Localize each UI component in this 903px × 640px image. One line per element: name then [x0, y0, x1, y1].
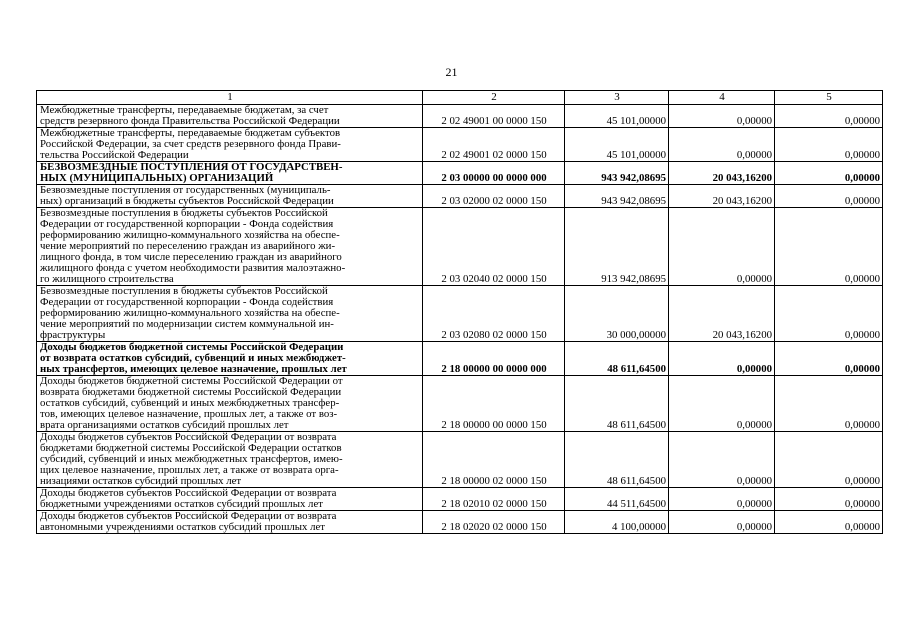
description-line: ных трансфертов, имеющих целевое назначение, прошлых лет: [40, 363, 347, 375]
description-line: тов, имеющих целевое назначение, прошлых лет, а также от воз-: [40, 408, 338, 420]
table-row: [37, 105, 883, 128]
row-amount-col4: 0,00000: [669, 342, 775, 376]
row-amount-col5: 0,00000: [775, 128, 883, 162]
description-line: Федерации от государственной корпорации - Фонда содействия: [40, 218, 334, 230]
row-amount-col5: 0,00000: [775, 432, 883, 488]
description-line: тельства Российской Федерации: [40, 149, 189, 161]
row-amount-col4: 20 043,16200: [669, 286, 775, 342]
description-line: го жилищного строительства: [40, 273, 174, 285]
row-amount-col3: 4 100,00000: [565, 511, 669, 534]
table-row: [37, 128, 883, 162]
row-amount-col5: 0,00000: [775, 488, 883, 511]
description-line: Доходы бюджетов субъектов Российской Федерации от возврата: [40, 487, 337, 499]
header-row: [37, 91, 883, 105]
row-amount-col4: 0,00000: [669, 105, 775, 128]
table-row: [37, 342, 883, 376]
row-amount-col3: 48 611,64500: [565, 342, 669, 376]
row-amount-col5: 0,00000: [775, 342, 883, 376]
row-amount-col4: 0,00000: [669, 128, 775, 162]
table-body: [37, 91, 883, 534]
description-line: реформированию жилищно-коммунального хозяйства на обеспе-: [40, 229, 340, 241]
description-line: чение мероприятий по модернизации систем коммунальной ин-: [40, 318, 334, 330]
row-amount-col4: 0,00000: [669, 208, 775, 286]
row-description: [37, 105, 423, 128]
description-line: Доходы бюджетов бюджетной системы Российской Федерации от: [40, 375, 343, 387]
column-header: 1: [37, 91, 423, 105]
row-amount-col3: 45 101,00000: [565, 105, 669, 128]
row-description: [37, 342, 423, 376]
description-line: Безвозмездные поступления в бюджеты субъектов Российской: [40, 207, 328, 219]
row-code: 2 02 49001 00 0000 150: [423, 105, 565, 128]
row-code: 2 02 49001 02 0000 150: [423, 128, 565, 162]
row-amount-col5: 0,00000: [775, 376, 883, 432]
row-code: 2 03 02040 02 0000 150: [423, 208, 565, 286]
row-description: [37, 432, 423, 488]
row-amount-col4: 20 043,16200: [669, 185, 775, 208]
description-line: врата организациями остатков субсидий прошлых лет: [40, 419, 289, 431]
row-description: [37, 286, 423, 342]
description-line: низациями остатков субсидий прошлых лет: [40, 475, 242, 487]
row-description: [37, 488, 423, 511]
description-line: от возврата остатков субсидий, субвенций и иных межбюджет-: [40, 352, 346, 364]
description-line: Российской Федерации, за счет средств резервного фонда Прави-: [40, 138, 341, 150]
row-amount-col3: 48 611,64500: [565, 376, 669, 432]
row-description: [37, 511, 423, 534]
row-amount-col4: 20 043,16200: [669, 162, 775, 185]
row-amount-col3: 943 942,08695: [565, 162, 669, 185]
row-description: [37, 128, 423, 162]
row-amount-col5: 0,00000: [775, 511, 883, 534]
column-header: 2: [423, 91, 565, 105]
description-line: бюджетными учреждениями остатков субсидий прошлых лет: [40, 498, 323, 510]
description-line: фраструктуры: [40, 329, 106, 341]
row-code: 2 18 00000 00 0000 150: [423, 376, 565, 432]
row-amount-col3: 44 511,64500: [565, 488, 669, 511]
description-line: Доходы бюджетов бюджетной системы Российской Федерации: [40, 341, 344, 353]
description-line: реформированию жилищно-коммунального хозяйства на обеспе-: [40, 307, 340, 319]
description-line: бюджетами бюджетной системы Российской Федерации остатков: [40, 442, 342, 454]
row-description: [37, 162, 423, 185]
description-line: субсидий, субвенций и иных межбюджетных трансфертов, имею-: [40, 453, 343, 465]
row-amount-col5: 0,00000: [775, 286, 883, 342]
row-description: [37, 376, 423, 432]
table-row: [37, 286, 883, 342]
row-code: 2 18 00000 00 0000 000: [423, 342, 565, 376]
description-line: жилищного фонда с учетом необходимости развития малоэтажно-: [40, 262, 346, 274]
budget-table: [36, 90, 883, 534]
table-row: [37, 488, 883, 511]
description-line: Доходы бюджетов субъектов Российской Федерации от возврата: [40, 431, 337, 443]
description-line: Межбюджетные трансферты, передаваемые бюджетам субъектов: [40, 127, 341, 139]
row-amount-col3: 943 942,08695: [565, 185, 669, 208]
row-amount-col4: 0,00000: [669, 432, 775, 488]
row-amount-col4: 0,00000: [669, 488, 775, 511]
description-line: Безвозмездные поступления в бюджеты субъектов Российской: [40, 285, 328, 297]
row-amount-col5: 0,00000: [775, 162, 883, 185]
row-amount-col4: 0,00000: [669, 511, 775, 534]
description-line: Межбюджетные трансферты, передаваемые бюджетам, за счет: [40, 104, 329, 116]
row-amount-col4: 0,00000: [669, 376, 775, 432]
table-row: [37, 511, 883, 534]
row-amount-col3: 45 101,00000: [565, 128, 669, 162]
row-amount-col5: 0,00000: [775, 105, 883, 128]
description-line: автономными учреждениями остатков субсидий прошлых лет: [40, 521, 326, 533]
row-amount-col3: 913 942,08695: [565, 208, 669, 286]
row-amount-col5: 0,00000: [775, 208, 883, 286]
description-line: щих целевое назначение, прошлых лет, а также от возврата орга-: [40, 464, 339, 476]
description-line: средств резервного фонда Правительства Российской Федерации: [40, 115, 340, 127]
row-code: 2 03 02080 02 0000 150: [423, 286, 565, 342]
column-header: 4: [669, 91, 775, 105]
description-line: возврата бюджетами бюджетной системы Российской Федерации: [40, 386, 342, 398]
row-amount-col5: 0,00000: [775, 185, 883, 208]
description-line: ных) организаций в бюджеты субъектов Российской Федерации: [40, 195, 334, 207]
row-description: [37, 208, 423, 286]
row-code: 2 18 00000 02 0000 150: [423, 432, 565, 488]
column-header: 3: [565, 91, 669, 105]
row-amount-col3: 48 611,64500: [565, 432, 669, 488]
table-row: [37, 376, 883, 432]
row-amount-col3: 30 000,00000: [565, 286, 669, 342]
description-line: лищного фонда, в том числе переселению граждан из аварийного: [40, 251, 342, 263]
page-number: 21: [445, 65, 458, 79]
description-line: Безвозмездные поступления от государственных (муниципаль-: [40, 184, 331, 196]
description-line: чение мероприятий по переселению граждан из аварийного жи-: [40, 240, 336, 252]
row-code: 2 18 02020 02 0000 150: [423, 511, 565, 534]
row-description: [37, 185, 423, 208]
table-row: [37, 185, 883, 208]
description-line: НЫХ (МУНИЦИПАЛЬНЫХ) ОРГАНИЗАЦИЙ: [40, 172, 274, 184]
description-line: Доходы бюджетов субъектов Российской Федерации от возврата: [40, 510, 337, 522]
row-code: 2 03 00000 00 0000 000: [423, 162, 565, 185]
description-line: Федерации от государственной корпорации - Фонда содействия: [40, 296, 334, 308]
table-row: [37, 432, 883, 488]
column-header: 5: [775, 91, 883, 105]
description-line: остатков субсидий, субвенций и иных межбюджетных трансфер-: [40, 397, 340, 409]
row-code: 2 03 02000 02 0000 150: [423, 185, 565, 208]
table-row: [37, 162, 883, 185]
description-line: БЕЗВОЗМЕЗДНЫЕ ПОСТУПЛЕНИЯ ОТ ГОСУДАРСТВЕН-: [40, 161, 343, 173]
row-code: 2 18 02010 02 0000 150: [423, 488, 565, 511]
table-row: [37, 208, 883, 286]
